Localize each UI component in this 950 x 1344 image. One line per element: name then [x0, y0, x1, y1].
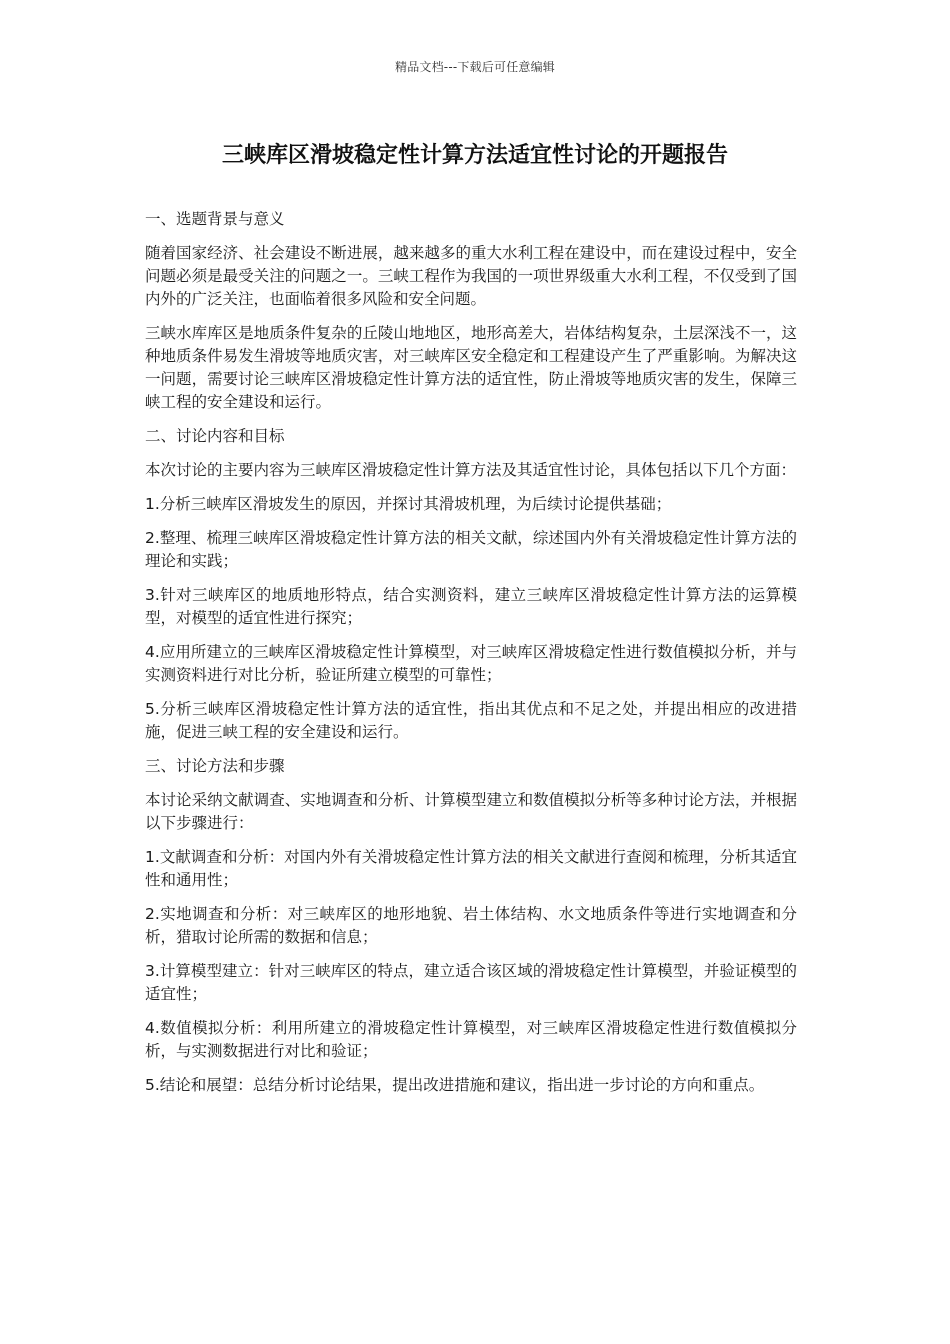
document-title: 三峡库区滑坡稳定性计算方法适宜性讨论的开题报告 — [221, 143, 728, 168]
list-item: 3.计算模型建立：针对三峡库区的特点，建立适合该区域的滑坡稳定性计算模型，并验证模型的适宜性； — [145, 962, 797, 1003]
paragraph: 本次讨论的主要内容为三峡库区滑坡稳定性计算方法及其适宜性讨论，具体包括以下几个方面： — [145, 461, 797, 479]
list-item: 4.数值模拟分析：利用所建立的滑坡稳定性计算模型，对三峡库区滑坡稳定性进行数值模拟分析，与实测数据进行对比和验证； — [145, 1019, 797, 1060]
document-body — [145, 208, 797, 1108]
paragraph: 本讨论采纳文献调查、实地调查和分析、计算模型建立和数值模拟分析等多种讨论方法，并根据以下步骤进行： — [145, 791, 797, 832]
page-header-watermark: 精品文档---下载后可任意编辑 — [395, 60, 555, 74]
list-item: 1.分析三峡库区滑坡发生的原因，并探讨其滑坡机理，为后续讨论提供基础； — [145, 495, 672, 513]
list-item: 5.分析三峡库区滑坡稳定性计算方法的适宜性，指出其优点和不足之处，并提出相应的改进措施，促进三峡工程的安全建设和运行。 — [145, 700, 797, 741]
list-item: 5.结论和展望：总结分析讨论结果，提出改进措施和建议，指出进一步讨论的方向和重点。 — [145, 1076, 765, 1094]
list-item: 2.实地调查和分析：对三峡库区的地形地貌、岩土体结构、水文地质条件等进行实地调查和分析，猎取讨论所需的数据和信息； — [145, 905, 797, 946]
list-item: 3.针对三峡库区的地质地形特点，结合实测资料，建立三峡库区滑坡稳定性计算方法的运算模型，对模型的适宜性进行探究； — [145, 586, 797, 627]
section-heading-methods-steps: 三、讨论方法和步骤 — [145, 757, 285, 775]
paragraph: 随着国家经济、社会建设不断进展，越来越多的重大水利工程在建设中，而在建设过程中，安全问题必须是最受关注的问题之一。三峡工程作为我国的一项世界级重大水利工程，不仅受到了国内外的广泛关注，也面临着很多风险和安全问题。 — [145, 244, 797, 308]
paragraph: 三峡水库库区是地质条件复杂的丘陵山地地区，地形高差大，岩体结构复杂，土层深浅不一，这种地质条件易发生滑坡等地质灾害，对三峡库区安全稳定和工程建设产生了严重影响。为解决这一问题，需要讨论三峡库区滑坡稳定性计算方法的适宜性，防止滑坡等地质灾害的发生，保障三峡工程的安全建设和运行。 — [145, 324, 797, 411]
section-heading-content-goals: 二、讨论内容和目标 — [145, 427, 285, 445]
list-item: 1.文献调查和分析：对国内外有关滑坡稳定性计算方法的相关文献进行查阅和梳理，分析其适宜性和通用性； — [145, 848, 797, 889]
list-item: 2.整理、梳理三峡库区滑坡稳定性计算方法的相关文献，综述国内外有关滑坡稳定性计算方法的理论和实践； — [145, 529, 797, 570]
section-heading-background: 一、选题背景与意义 — [145, 210, 285, 228]
list-item: 4.应用所建立的三峡库区滑坡稳定性计算模型，对三峡库区滑坡稳定性进行数值模拟分析，并与实测资料进行对比分析，验证所建立模型的可靠性； — [145, 643, 797, 684]
